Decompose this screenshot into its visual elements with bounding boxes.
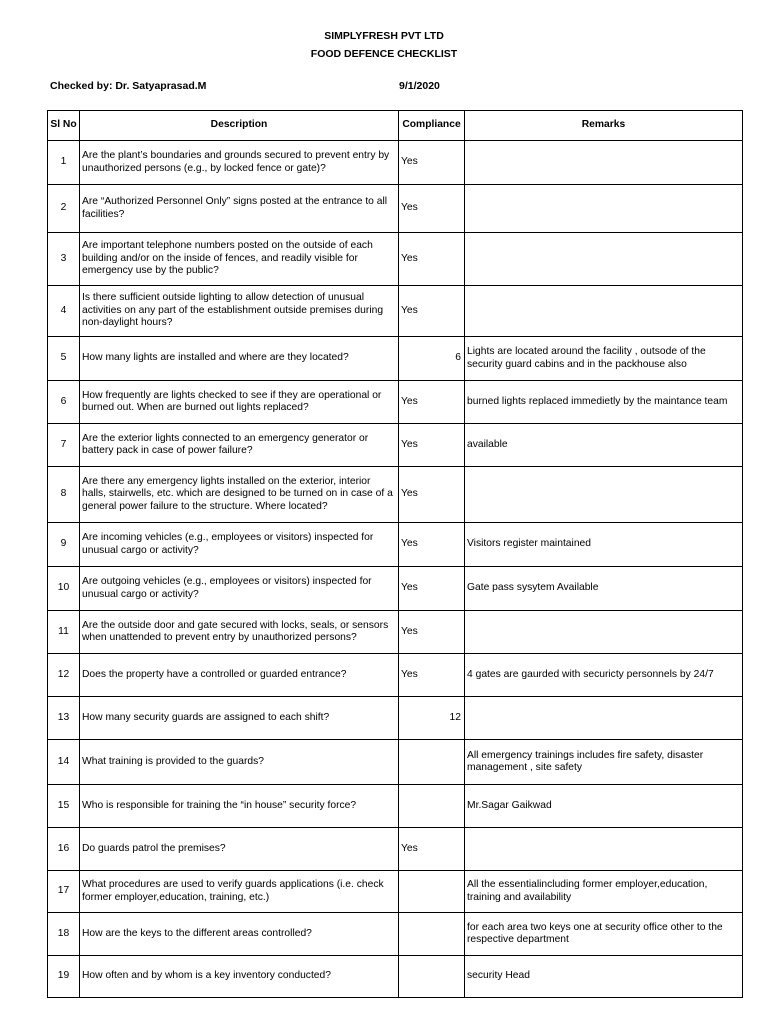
table-row [48, 913, 743, 956]
cell-remarks: Mr.Sagar Gaikwad [465, 785, 743, 828]
table-row [48, 141, 743, 185]
cell-description: How often and by whom is a key inventory conducted? [80, 956, 399, 998]
cell-sl-no: 19 [48, 956, 80, 998]
table-row [48, 611, 743, 654]
company-name: SIMPLYFRESH PVT LTD [324, 30, 444, 42]
table-row [48, 424, 743, 467]
cell-description: Are the outside door and gate secured with locks, seals, or sensors when unattended to prevent entry by unauthorized persons? [80, 611, 399, 654]
table-row [48, 567, 743, 611]
table-row [48, 185, 743, 233]
cell-sl-no: 16 [48, 828, 80, 871]
cell-compliance [399, 871, 465, 913]
cell-description: Are outgoing vehicles (e.g., employees or visitors) inspected for unusual cargo or activity? [80, 567, 399, 611]
cell-remarks: Gate pass sysytem Available [465, 567, 743, 611]
cell-compliance [399, 956, 465, 998]
cell-sl-no: 17 [48, 871, 80, 913]
cell-sl-no: 8 [48, 467, 80, 523]
cell-sl-no: 2 [48, 185, 80, 233]
column-header-sl-no: Sl No [48, 111, 80, 141]
cell-remarks: Visitors register maintained [465, 523, 743, 567]
cell-compliance: Yes [399, 654, 465, 697]
cell-remarks [465, 828, 743, 871]
cell-remarks: for each area two keys one at security office other to the respective department [465, 913, 743, 956]
cell-sl-no: 1 [48, 141, 80, 185]
cell-sl-no: 6 [48, 381, 80, 424]
cell-description: Are incoming vehicles (e.g., employees or visitors) inspected for unusual cargo or activity? [80, 523, 399, 567]
cell-sl-no: 3 [48, 233, 80, 286]
cell-remarks [465, 286, 743, 337]
cell-sl-no: 7 [48, 424, 80, 467]
cell-description: Does the property have a controlled or guarded entrance? [80, 654, 399, 697]
cell-compliance: Yes [399, 523, 465, 567]
cell-remarks [465, 611, 743, 654]
cell-description: Do guards patrol the premises? [80, 828, 399, 871]
cell-sl-no: 13 [48, 697, 80, 740]
table-row [48, 740, 743, 785]
cell-compliance: Yes [399, 424, 465, 467]
cell-description: How many lights are installed and where are they located? [80, 337, 399, 381]
table-row [48, 381, 743, 424]
cell-remarks: available [465, 424, 743, 467]
table-row [48, 233, 743, 286]
cell-description: Who is responsible for training the “in house” security force? [80, 785, 399, 828]
column-header-description: Description [80, 111, 399, 141]
cell-description: How frequently are lights checked to see if they are operational or burned out. When are burned out lights replaced? [80, 381, 399, 424]
cell-compliance [399, 785, 465, 828]
cell-sl-no: 15 [48, 785, 80, 828]
cell-description: Are the plant’s boundaries and grounds secured to prevent entry by unauthorized persons (e.g., by locked fence or gate)? [80, 141, 399, 185]
table-row [48, 785, 743, 828]
column-header-compliance: Compliance [399, 111, 465, 141]
cell-remarks: All emergency trainings includes fire safety, disaster management , site safety [465, 740, 743, 785]
cell-sl-no: 5 [48, 337, 80, 381]
cell-remarks [465, 697, 743, 740]
cell-description: Are the exterior lights connected to an emergency generator or battery pack in case of power failure? [80, 424, 399, 467]
cell-description: What procedures are used to verify guards applications (i.e. check former employer,education, training, etc.) [80, 871, 399, 913]
table-row [48, 286, 743, 337]
cell-compliance: Yes [399, 233, 465, 286]
table-row [48, 956, 743, 998]
cell-description: What training is provided to the guards? [80, 740, 399, 785]
cell-compliance: Yes [399, 381, 465, 424]
table-header-row [48, 111, 743, 141]
cell-compliance: Yes [399, 611, 465, 654]
cell-compliance: Yes [399, 141, 465, 185]
cell-description: Are important telephone numbers posted on the outside of each building and/or on the inside of fences, and readily visible for emergency use by the public? [80, 233, 399, 286]
cell-sl-no: 4 [48, 286, 80, 337]
checklist-table [47, 110, 743, 998]
table-row [48, 697, 743, 740]
cell-description: Are there any emergency lights installed on the exterior, interior halls, stairwells, etc. which are designed to be turned on in case of a general power failure to the structure. Where located? [80, 467, 399, 523]
cell-compliance: Yes [399, 828, 465, 871]
cell-sl-no: 11 [48, 611, 80, 654]
checked-by: Checked by: Dr. Satyaprasad.M [50, 80, 207, 92]
cell-remarks: All the essentialincluding former employer,education, training and availability [465, 871, 743, 913]
document-title: FOOD DEFENCE CHECKLIST [310, 48, 458, 60]
cell-compliance [399, 913, 465, 956]
cell-compliance: 12 [399, 697, 465, 740]
cell-remarks [465, 185, 743, 233]
cell-compliance: 6 [399, 337, 465, 381]
cell-sl-no: 10 [48, 567, 80, 611]
table-row [48, 467, 743, 523]
cell-compliance: Yes [399, 286, 465, 337]
cell-compliance: Yes [399, 467, 465, 523]
cell-remarks: burned lights replaced immedietly by the maintance team [465, 381, 743, 424]
column-header-remarks: Remarks [465, 111, 743, 141]
cell-remarks [465, 233, 743, 286]
cell-remarks: security Head [465, 956, 743, 998]
cell-sl-no: 12 [48, 654, 80, 697]
cell-description: How many security guards are assigned to each shift? [80, 697, 399, 740]
table-row [48, 654, 743, 697]
cell-description: Are “Authorized Personnel Only” signs posted at the entrance to all facilities? [80, 185, 399, 233]
cell-remarks [465, 467, 743, 523]
table-row [48, 871, 743, 913]
cell-remarks: Lights are located around the facility , outsode of the security guard cabins and in the packhouse also [465, 337, 743, 381]
cell-compliance: Yes [399, 185, 465, 233]
cell-sl-no: 18 [48, 913, 80, 956]
table-row [48, 337, 743, 381]
table-row [48, 828, 743, 871]
cell-compliance: Yes [399, 567, 465, 611]
cell-compliance [399, 740, 465, 785]
cell-sl-no: 9 [48, 523, 80, 567]
cell-remarks: 4 gates are gaurded with securicty personnels by 24/7 [465, 654, 743, 697]
checklist-date: 9/1/2020 [399, 80, 440, 92]
table-row [48, 523, 743, 567]
cell-description: Is there sufficient outside lighting to allow detection of unusual activities on any part of the establishment outside premises during non-daylight hours? [80, 286, 399, 337]
cell-description: How are the keys to the different areas controlled? [80, 913, 399, 956]
cell-sl-no: 14 [48, 740, 80, 785]
cell-remarks [465, 141, 743, 185]
